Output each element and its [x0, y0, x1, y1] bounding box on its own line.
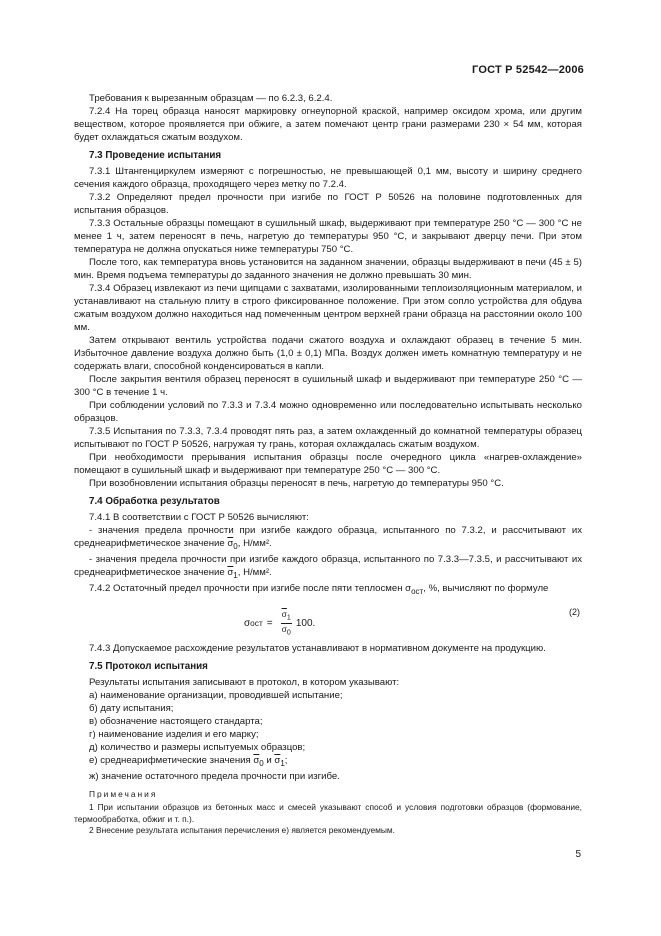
- section-heading-7-5: 7.5 Протокол испытания: [89, 660, 208, 672]
- list-item: д) количество и размеры испытуемых образцов;: [89, 741, 306, 753]
- paragraph: 7.4.2 Остаточный предел прочности при изгибе после пяти теплосмен $\sigma_{ост}$, %, вычисляют по формуле: [89, 582, 549, 596]
- paragraph: После закрытия вентиля образец переносят в сушильный шкаф и выдерживают при температуре 250 °С — 300 °С в течение 1 ч.: [74, 374, 582, 398]
- paragraph: При необходимости прерывания испытания образцы после очередного цикла «нагрев-охлаждение» помещают в сушильный шкаф и выдерживают при температуре 250 °С — 300 °С.: [74, 452, 582, 476]
- list-item: а) наименование организации, проводившей испытание;: [89, 689, 343, 701]
- document-body: [74, 92, 582, 837]
- paragraph: 7.4.3 Допускаемое расхождение результатов устанавливают в нормативном документе на продукцию.: [89, 642, 546, 654]
- list-item: - значения предела прочности при изгибе каждого образца, испытанного по 7.3.2, и рассчитывают их среднеарифметическое значение $\overline{\sigma}_0$, Н/мм².: [74, 525, 582, 551]
- section-heading-7-3: 7.3 Проведение испытания: [89, 150, 222, 161]
- paragraph: После того, как температура вновь установится на заданном значении, образцы выдерживают в печи (45 ± 5) мин. Время подъема температуры до заданного значения не должно превышать 30 мин.: [74, 257, 582, 281]
- standard-header: ГОСТ Р 52542—2006: [472, 64, 584, 76]
- list-item: г) наименование изделия и его марку;: [89, 728, 259, 740]
- note-item: 1 При испытании образцов из бетонных масс и смесей указывают способ и условия подготовки образцов (формование, термообработка, обжиг и т. п.).: [74, 802, 582, 824]
- paragraph: Затем открывают вентиль устройства подачи сжатого воздуха и охлаждают образец в течение 5 мин. Избыточное давление воздуха должно быть (1,0 ± 0,1) МПа. Воздух должен иметь комнатную температуру и не содержать влаги, способной конденсироваться в капли.: [74, 335, 582, 372]
- note-item: 2 Внесение результата испытания перечисления е) является рекомендуемым.: [89, 825, 395, 836]
- paragraph: При соблюдении условий по 7.3.3 и 7.3.4 можно одновременно или последовательно испытывать несколько образцов.: [74, 400, 582, 424]
- list-item: в) обозначение настоящего стандарта;: [89, 715, 263, 727]
- protocol-list: [74, 689, 582, 783]
- paragraph: 7.3.2 Определяют предел прочности при изгибе по ГОСТ Р 50526 на половине подготовленных для испытания образцов.: [74, 192, 582, 216]
- list-item: ж) значение остаточного предела прочности при изгибе.: [89, 770, 340, 782]
- formula-fraction: $\frac{\overline{\sigma}_1}{\overline{\sigma}_0}$: [281, 608, 291, 638]
- paragraph: Результаты испытания записывают в протокол, в котором указывают:: [89, 676, 400, 688]
- page-number: 5: [575, 849, 581, 860]
- notes-title: Примечания: [89, 788, 158, 799]
- formula-2: [74, 604, 582, 638]
- paragraph: При возобновлении испытания образцы переносят в печь, нагретую до температуры 950 °С.: [89, 478, 504, 489]
- paragraph: Требования к вырезанным образцам — по 6.2.3, 6.2.4.: [89, 93, 333, 104]
- paragraph: 7.3.1 Штангенциркулем измеряют с погрешностью, не превышающей 0,1 мм, высоту и ширину среднего сечения каждого образца, проходящего через метку по 7.2.4.: [74, 166, 582, 190]
- paragraph: 7.3.5 Испытания по 7.3.3, 7.3.4 проводят пять раз, а затем охлажденный до комнатной температуры образец испытывают по ГОСТ Р 50526, нагружая ту грань, которая охлаждалась сжатым воздухом.: [74, 426, 582, 450]
- list-item: е) среднеарифметические значения $\overline{\sigma}_0$ и $\overline{\sigma}_1$;: [89, 754, 288, 768]
- list-item: - значения предела прочности при изгибе каждого образца, испытанного по 7.3.3—7.3.5, и рассчитывают их среднеарифметическое значение $\overline{\sigma}_1$, Н/мм².: [74, 553, 582, 580]
- list-item: б) дату испытания;: [89, 702, 174, 714]
- section-heading-7-4: 7.4 Обработка результатов: [89, 496, 220, 507]
- formula-expression: σ ост = $\frac{\overline{\sigma}_1}{\overline{\sigma}_0}$ 100.: [244, 608, 316, 638]
- paragraph: 7.2.4 На торец образца наносят маркировку огнеупорной краской, например оксидом хрома, или другим веществом, которое проявляется при обжиге, а затем помечают центр грани размерами 230 × 54 мм, которая будет охлаждаться сжатым воздухом.: [74, 106, 582, 143]
- equation-number: (2): [569, 606, 580, 617]
- paragraph: 7.3.4 Образец извлекают из печи щипцами с захватами, изолированными теплоизоляционным материалом, и устанавливают на стальную плиту в строго фиксированное положение. При этом сопло устройства для обдува сжатым воздухом должно находиться над помеченным центром верхней грани образца на расстоянии около 100 мм.: [74, 283, 582, 333]
- paragraph: 7.3.3 Остальные образцы помещают в сушильный шкаф, выдерживают при температуре 250 °С — 300 °С не менее 1 ч, затем переносят в печь, нагретую до температуры 950 °С, и закрывают дверцу печи. При этом температура не должна опускаться ниже температуры 750 °С.: [74, 218, 582, 255]
- notes: [74, 789, 582, 837]
- paragraph: 7.4.1 В соответствии с ГОСТ Р 50526 вычисляют:: [89, 512, 309, 523]
